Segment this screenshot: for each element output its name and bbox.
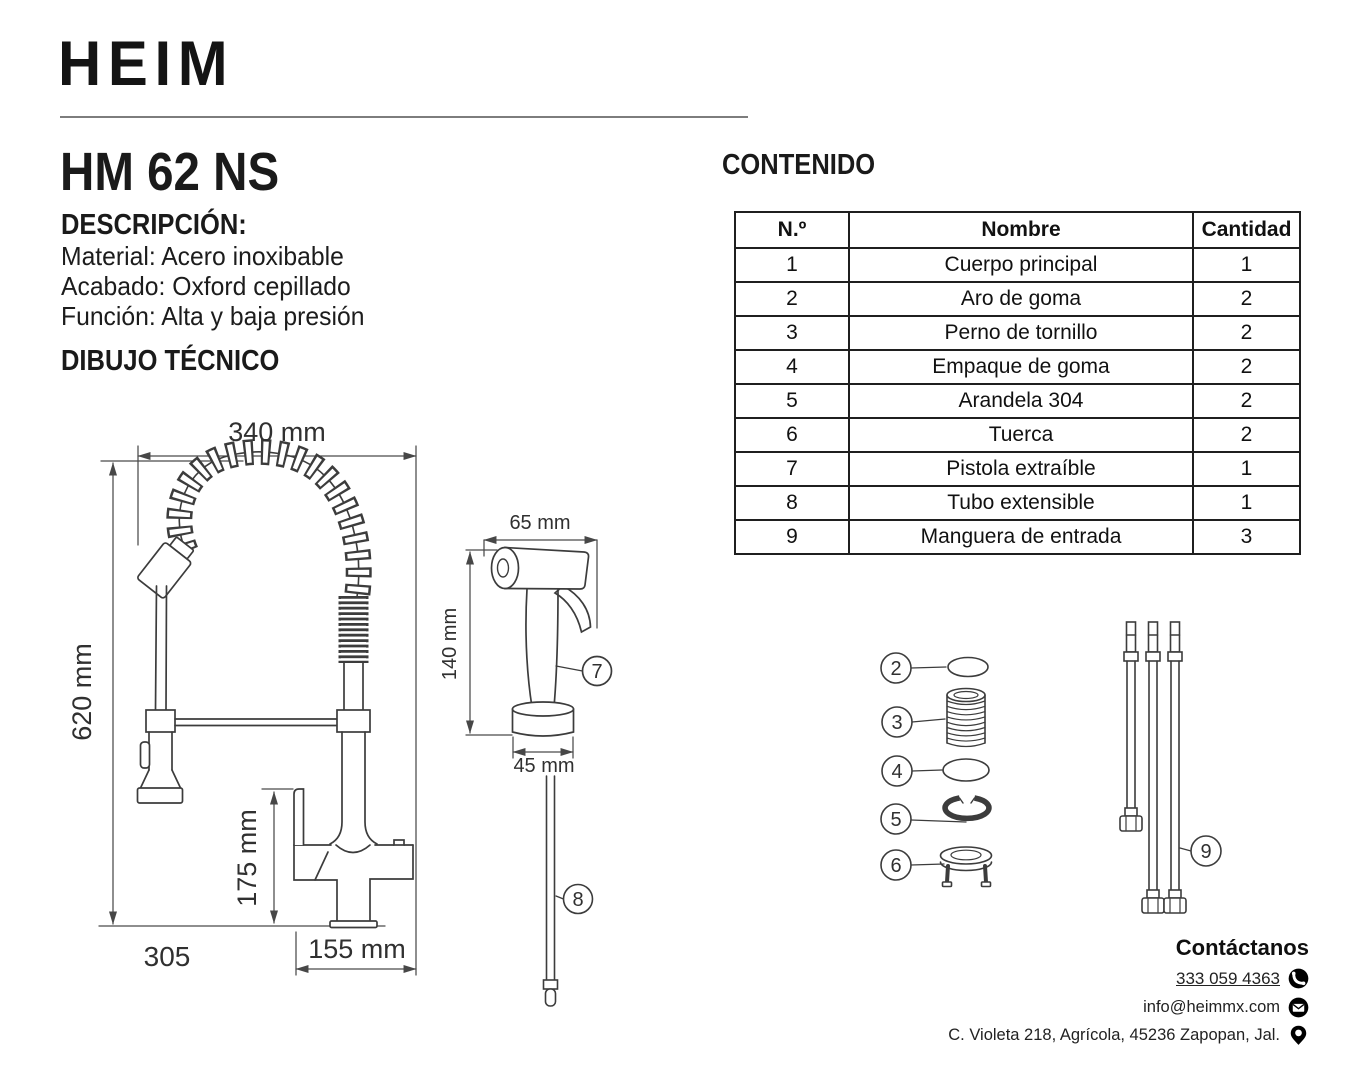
cell-qty: 2 xyxy=(1193,350,1300,384)
part-washer xyxy=(945,798,989,818)
callout-washer: 5 xyxy=(890,809,902,831)
contact-phone-row xyxy=(879,968,1309,990)
cell-qty: 2 xyxy=(1193,384,1300,418)
dim-height-total: 620 mm xyxy=(67,643,97,741)
hose xyxy=(1120,622,1142,831)
cell-name: Cuerpo principal xyxy=(849,248,1193,282)
dim-spout-base-width: 155 mm xyxy=(308,934,406,964)
col-header-number: N.º xyxy=(735,212,849,248)
cell-num: 1 xyxy=(735,248,849,282)
cell-name: Aro de goma xyxy=(849,282,1193,316)
part-oring xyxy=(948,658,988,677)
cell-num: 3 xyxy=(735,316,849,350)
description-line-function: Función: Alta y baja presión xyxy=(61,301,365,331)
cell-qty: 3 xyxy=(1193,520,1300,554)
callout-hose: 9 xyxy=(1200,841,1212,863)
cell-qty: 2 xyxy=(1193,316,1300,350)
cell-num: 4 xyxy=(735,350,849,384)
technical-drawing-heading: DIBUJO TÉCNICO xyxy=(61,345,280,377)
cell-name: Perno de tornillo xyxy=(849,316,1193,350)
address-text: C. Violeta 218, Agrícola, 45236 Zapopan, Jal. xyxy=(948,1026,1280,1044)
dim-base-depth: 305 xyxy=(143,941,191,972)
cell-name: Manguera de entrada xyxy=(849,520,1193,554)
phone-icon xyxy=(1288,968,1309,989)
cell-name: Empaque de goma xyxy=(849,350,1193,384)
dim-sprayer-base: 45 mm xyxy=(513,755,575,777)
cell-num: 2 xyxy=(735,282,849,316)
contact-heading: Contáctanos xyxy=(1175,935,1309,960)
main-faucet-drawing xyxy=(67,417,416,975)
email-icon xyxy=(1288,997,1309,1018)
part-nut xyxy=(941,847,992,887)
page-title-model: HM 62 NS xyxy=(60,142,280,202)
cell-name: Tubo extensible xyxy=(849,486,1193,520)
cell-num: 5 xyxy=(735,384,849,418)
callout-oring: 2 xyxy=(890,658,902,680)
description-heading: DESCRIPCIÓN: xyxy=(61,209,247,241)
sprayer-drawing xyxy=(439,512,612,777)
dim-handle-height: 175 mm xyxy=(232,809,262,907)
callout-tube: 8 xyxy=(572,889,584,911)
spray-head xyxy=(137,533,199,803)
cell-name: Pistola extraíble xyxy=(849,452,1193,486)
dim-width-top: 340 mm xyxy=(228,417,326,447)
hose xyxy=(1164,622,1186,913)
callout-nut: 6 xyxy=(890,855,902,877)
cell-num: 9 xyxy=(735,520,849,554)
cell-qty: 1 xyxy=(1193,486,1300,520)
support-bar xyxy=(175,719,339,726)
cell-num: 6 xyxy=(735,418,849,452)
email-link[interactable]: info@heimmx.com xyxy=(1143,998,1280,1016)
contact-address-row xyxy=(879,1025,1309,1046)
description-line-material: Material: Acero inoxibable xyxy=(61,241,344,271)
cell-qty: 1 xyxy=(1193,452,1300,486)
cell-qty: 1 xyxy=(1193,248,1300,282)
cell-qty: 2 xyxy=(1193,418,1300,452)
cell-name: Arandela 304 xyxy=(849,384,1193,418)
cell-name: Tuerca xyxy=(849,418,1193,452)
part-gasket xyxy=(943,759,989,781)
cell-num: 7 xyxy=(735,452,849,486)
col-header-qty: Cantidad xyxy=(1193,212,1300,248)
col-header-name: Nombre xyxy=(849,212,1193,248)
description-line-finish: Acabado: Oxford cepillado xyxy=(61,271,351,301)
brand-logo: HEIM xyxy=(58,29,235,99)
callout-gasket: 4 xyxy=(891,761,903,783)
extensible-tube-drawing xyxy=(544,776,593,1006)
cell-qty: 2 xyxy=(1193,282,1300,316)
dim-sprayer-height: 140 mm xyxy=(439,607,461,681)
spring-coil-arch xyxy=(179,452,358,663)
dim-sprayer-width: 65 mm xyxy=(509,512,571,534)
hose xyxy=(1142,622,1164,913)
cell-num: 8 xyxy=(735,486,849,520)
location-pin-icon xyxy=(1288,1025,1309,1046)
inlet-hoses-drawing xyxy=(1120,622,1221,913)
contents-heading: CONTENIDO xyxy=(722,149,876,181)
contact-section xyxy=(879,935,1309,1053)
part-bolt xyxy=(947,689,985,747)
contact-email-row xyxy=(879,997,1309,1018)
faucet-body xyxy=(294,663,413,928)
callout-sprayer: 7 xyxy=(591,661,603,683)
small-parts-diagram xyxy=(881,653,992,887)
phone-link[interactable]: 333 059 4363 xyxy=(1176,969,1280,988)
callout-bolt: 3 xyxy=(891,712,903,734)
